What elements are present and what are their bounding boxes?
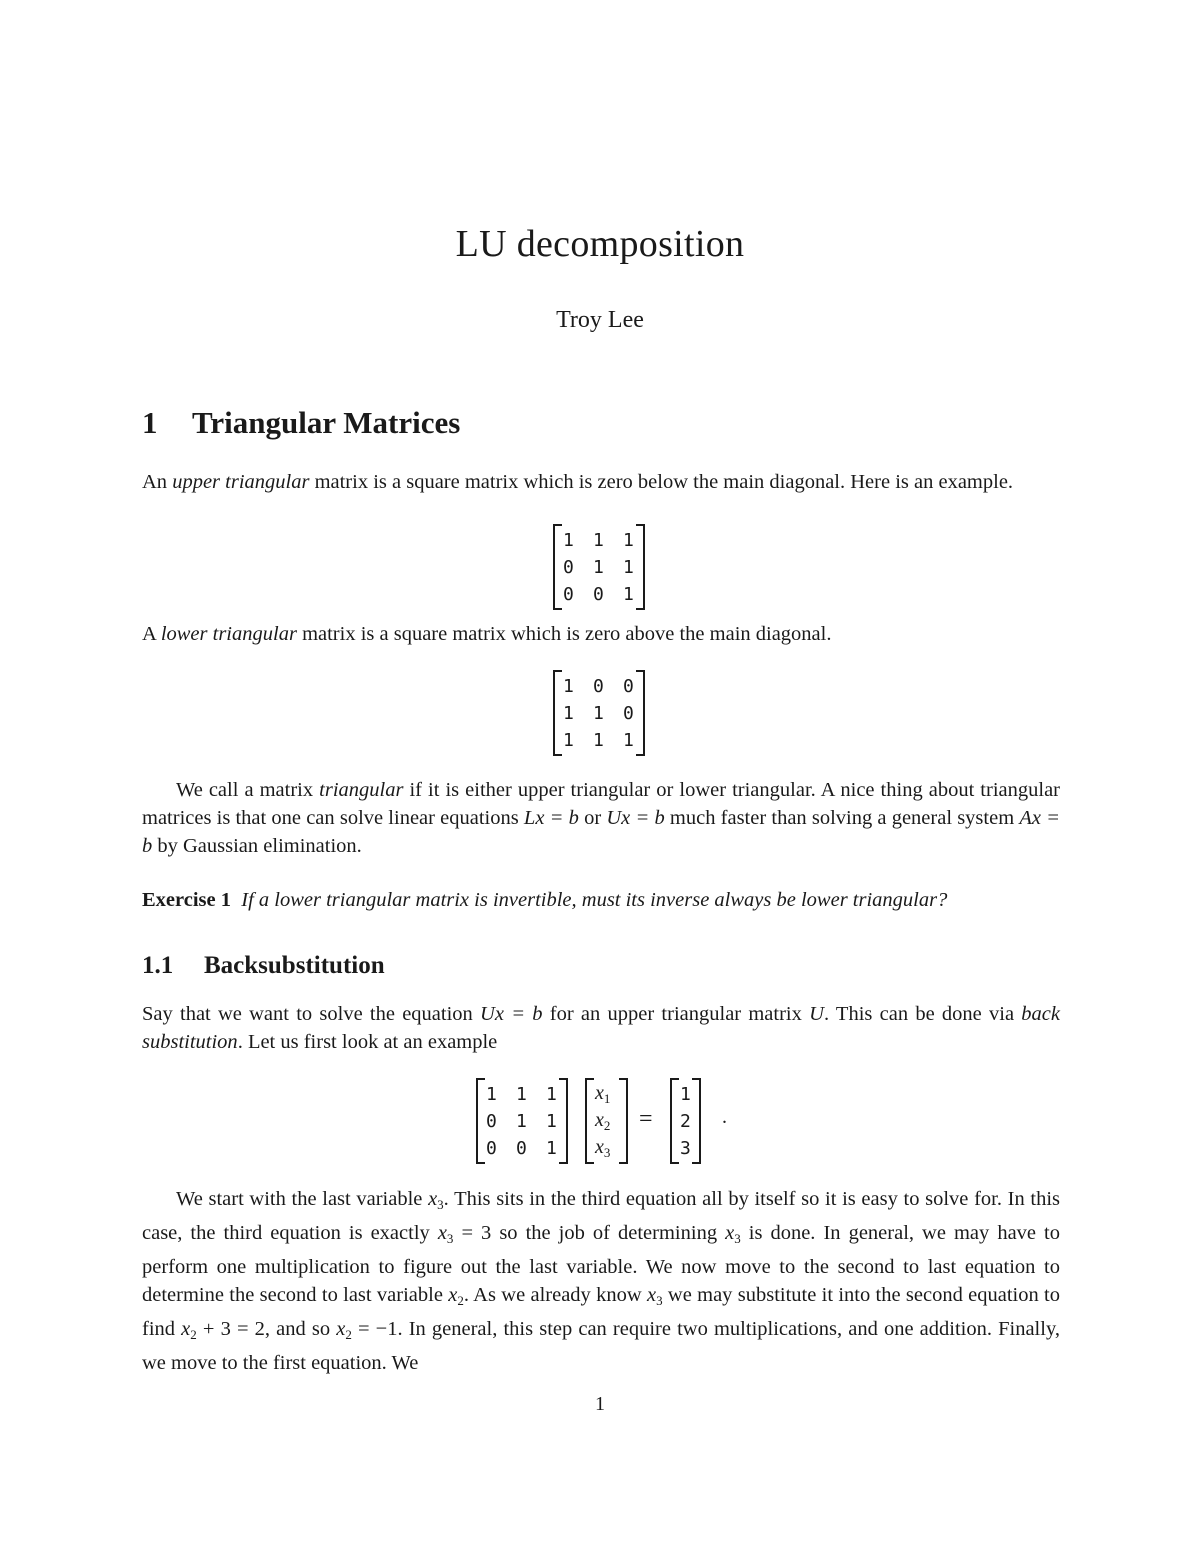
left-bracket: [553, 670, 562, 756]
matrix-entry: 0: [563, 557, 574, 578]
vector-entry: $x_2$: [595, 1109, 611, 1133]
lower-triangular-matrix: [553, 670, 645, 756]
system-coefficient-matrix: [476, 1078, 568, 1164]
matrix-entry: 1: [516, 1084, 527, 1105]
inline-variable: $x_3$: [428, 1188, 444, 1212]
matrix-entry: 0: [516, 1138, 527, 1159]
subsection-title: Backsubstitution: [204, 952, 385, 979]
inline-equation: Ux = b: [606, 807, 665, 829]
right-bracket: [636, 524, 645, 610]
text-run: Say that we want to solve the equation: [142, 1003, 481, 1025]
paragraph-backsubstitution-steps: [142, 1185, 1060, 1377]
right-bracket: [619, 1078, 628, 1164]
text-run: we may substitute it into the second equation to find: [142, 1284, 1060, 1340]
emphasis-text: upper triangular: [172, 471, 310, 493]
text-run: A: [142, 623, 161, 645]
matrix-entry: 0: [623, 703, 634, 724]
matrix-entry: 1: [563, 703, 574, 724]
text-run: . As we already know: [463, 1284, 647, 1306]
inline-variable: $x_2$: [448, 1284, 464, 1308]
matrix-entry: 1: [623, 557, 634, 578]
inline-equation: Ax = b: [142, 807, 1060, 857]
equals-sign: =: [639, 1106, 653, 1132]
inline-variable: $x_3$: [725, 1222, 741, 1246]
right-bracket: [559, 1078, 568, 1164]
text-run: + 3 = 2, and so: [196, 1318, 337, 1340]
rhs-vector: [670, 1078, 701, 1164]
exercise: [142, 886, 1060, 914]
paragraph-upper-triangular: [142, 468, 1060, 496]
paragraph-lower-triangular: [142, 620, 1060, 648]
text-run: = −1. In general, this step can require two multiplications, and one addition. Finally, we move to the first equation. We: [142, 1318, 1060, 1374]
left-bracket: [476, 1078, 485, 1164]
matrix-entry: 1: [516, 1111, 527, 1132]
emphasis-text: triangular: [319, 779, 404, 801]
left-bracket: [585, 1078, 594, 1164]
text-run: = 3 so the job of determining: [453, 1222, 726, 1244]
matrix-entry: 0: [593, 676, 604, 697]
inline-equation: Lx = b: [523, 807, 579, 829]
matrix-entry: 0: [563, 584, 574, 605]
matrix-entry: 1: [623, 530, 634, 551]
section-number: 1: [142, 405, 158, 440]
text-run: is done. In general, we may have to perform one multiplication to figure out the last variable. We now move to the second to last equation to determine the second to last variable: [142, 1222, 1060, 1306]
matrix-entry: 0: [486, 1111, 497, 1132]
matrix-entry: 1: [593, 530, 604, 551]
matrix-entry: 1: [623, 730, 634, 751]
matrix-entry: 1: [593, 730, 604, 751]
left-bracket: [670, 1078, 679, 1164]
text-run: for an upper triangular matrix: [542, 1003, 810, 1025]
inline-variable: $x_3$: [646, 1284, 663, 1308]
vector-entry: 2: [680, 1111, 691, 1132]
vector-entry: $x_3$: [595, 1136, 611, 1160]
section-title: Triangular Matrices: [192, 405, 461, 440]
matrix-entry: 0: [623, 676, 634, 697]
inline-variable: $x_3$: [437, 1222, 454, 1246]
inline-variable: $x_2$: [336, 1318, 352, 1342]
text-run: matrix is a square matrix which is zero below the main diagonal. Here is an example.: [309, 471, 1014, 493]
matrix-entry: 1: [593, 557, 604, 578]
text-run: We call a matrix: [176, 779, 320, 801]
matrix-entry: 0: [593, 584, 604, 605]
vector-entry: 1: [680, 1084, 691, 1105]
vector-entry: 3: [680, 1138, 691, 1159]
subsection-heading: [142, 952, 385, 980]
exercise-label: Exercise 1: [142, 889, 231, 911]
page-number: 1: [595, 1393, 605, 1415]
text-run: if it is either upper triangular or lower triangular. A nice thing about triangular matrices is that one can solve linear equations: [142, 779, 1060, 829]
emphasis-text: lower triangular: [160, 623, 297, 645]
matrix-entry: 1: [623, 584, 634, 605]
inline-equation: U: [809, 1003, 824, 1025]
text-run: An: [142, 471, 173, 493]
inline-equation: Ux = b: [480, 1003, 543, 1025]
matrix-entry: 1: [546, 1111, 557, 1132]
matrix-entry: 1: [563, 676, 574, 697]
text-run: . This sits in the third equation all by itself so it is easy to solve for. In this case, the third equation is exactly: [142, 1188, 1060, 1244]
matrix-entry: 1: [593, 703, 604, 724]
section-heading: [142, 405, 460, 441]
matrix-entry: 1: [486, 1084, 497, 1105]
right-bracket: [692, 1078, 701, 1164]
unknowns-vector: [585, 1078, 628, 1164]
text-run: . This can be done via: [823, 1003, 1022, 1025]
text-run: much faster than solving a general system: [664, 807, 1020, 829]
upper-triangular-matrix: [553, 524, 645, 610]
paragraph-backsubstitution-intro: [142, 1000, 1060, 1056]
sentence-period: .: [722, 1106, 727, 1128]
text-run: or: [578, 807, 607, 829]
matrix-entry: 1: [563, 530, 574, 551]
matrix-entry: 1: [563, 730, 574, 751]
matrix-entry: 1: [546, 1084, 557, 1105]
text-run: matrix is a square matrix which is zero above the main diagonal.: [296, 623, 832, 645]
text-run: by Gaussian elimination.: [152, 835, 362, 857]
emphasis-text: back substitution: [142, 1003, 1060, 1053]
left-bracket: [553, 524, 562, 610]
vector-entry: $x_1$: [595, 1082, 611, 1106]
subsection-number: 1.1: [142, 952, 174, 979]
exercise-text: If a lower triangular matrix is invertible, must its inverse always be lower triangular?: [241, 889, 948, 911]
matrix-entry: 0: [486, 1138, 497, 1159]
matrix-entry: 1: [546, 1138, 557, 1159]
text-run: . Let us first look at an example: [237, 1031, 498, 1053]
paper-author: Troy Lee: [556, 307, 644, 333]
paragraph-triangular-definition: [142, 776, 1060, 860]
inline-variable: $x_2$: [181, 1318, 197, 1342]
paper-title: LU decomposition: [455, 223, 745, 265]
right-bracket: [636, 670, 645, 756]
text-run: We start with the last variable: [176, 1188, 429, 1210]
